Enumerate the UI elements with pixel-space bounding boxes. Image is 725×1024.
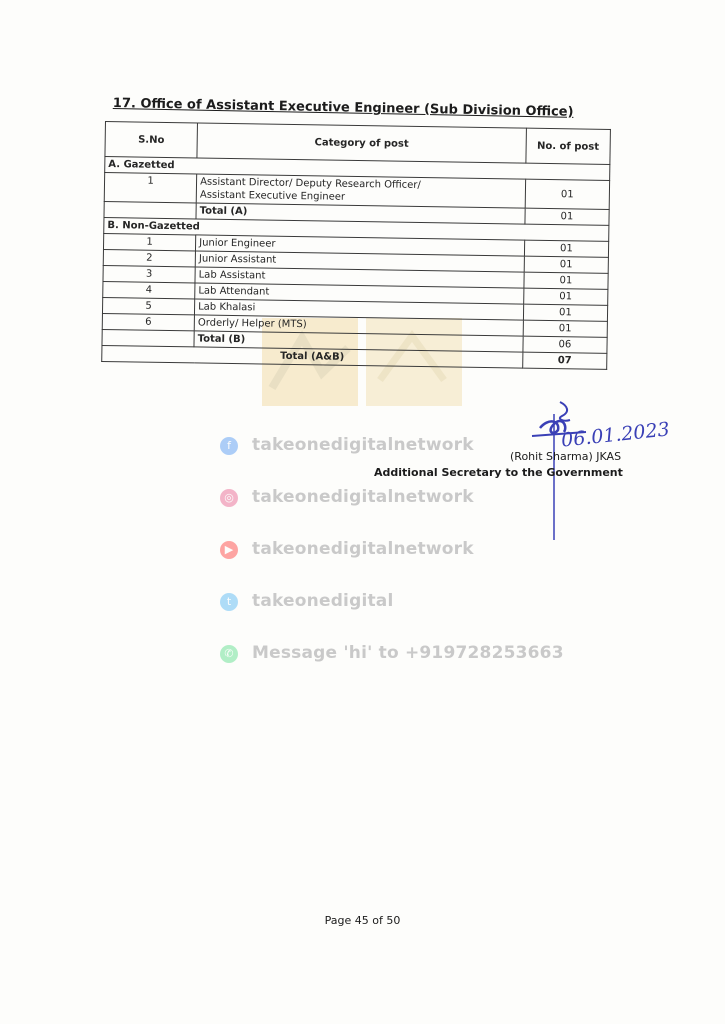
row-count: 01 (524, 272, 608, 289)
row-sno: 1 (103, 233, 195, 250)
total-ab-label: Total (A&B) (102, 345, 523, 368)
total-b-label: Total (B) (194, 331, 523, 352)
instagram-icon: ◎ (220, 489, 238, 507)
row-sno: 3 (103, 265, 195, 282)
row-category: Junior Assistant (195, 251, 524, 272)
whatsapp-icon: ✆ (220, 645, 238, 663)
facebook-icon: f (220, 437, 238, 455)
header-sno: S.No (105, 122, 198, 158)
row-count: 01 (523, 304, 607, 321)
watermark-text: Message 'hi' to +919728253663 (252, 643, 564, 663)
row-category: Lab Khalasi (195, 299, 524, 320)
total-a-empty-cell (104, 201, 196, 218)
row-count: 01 (523, 288, 607, 305)
posts-table-wrapper (101, 121, 611, 370)
signature-date: 06.01.2023 (560, 418, 671, 452)
watermark-text: takeonedigitalnetwork (252, 539, 474, 559)
row-category: Lab Attendant (195, 283, 524, 304)
watermark-text: takeonedigitalnetwork (252, 487, 474, 507)
signatory-designation: Additional Secretary to the Government (374, 466, 623, 479)
section-heading: 17. Office of Assistant Executive Engineer (Sub Division Office) (112, 96, 574, 120)
row-sno: 4 (103, 281, 195, 298)
header-category: Category of post (197, 123, 526, 163)
header-count: No. of post (526, 128, 611, 164)
row-sno: 6 (102, 313, 194, 330)
total-ab-value: 07 (522, 352, 606, 369)
total-b-empty-cell (102, 329, 194, 346)
section-label-gazetted: A. Gazetted (105, 157, 610, 181)
total-a-value: 01 (525, 208, 609, 225)
total-a-label: Total (A) (196, 203, 525, 224)
row-count: 01 (524, 240, 608, 257)
signatory-name: (Rohit Sharma) JKAS (510, 450, 622, 463)
row-category: Junior Engineer (196, 235, 525, 256)
watermark-text: takeonedigitalnetwork (252, 435, 474, 455)
row-sno: 1 (104, 173, 197, 203)
row-sno: 2 (103, 249, 195, 266)
row-category: Orderly/ Helper (MTS) (194, 315, 523, 336)
row-category: Lab Assistant (195, 267, 524, 288)
total-b-value: 06 (523, 336, 607, 353)
row-category-line2: Assistant Executive Engineer (199, 189, 346, 203)
row-sno: 5 (102, 297, 194, 314)
section-label-non-gazetted: B. Non-Gazetted (104, 217, 609, 241)
signature-block (374, 400, 674, 540)
youtube-icon: ▶ (220, 541, 238, 559)
twitter-icon: t (220, 593, 238, 611)
page-number: Page 45 of 50 (324, 914, 401, 927)
watermark-text: takeonedigital (252, 591, 394, 611)
row-count: 01 (524, 256, 608, 273)
row-category-line1: Assistant Director/ Deputy Research Officer/ (200, 176, 421, 191)
posts-table (101, 121, 611, 370)
row-count: 01 (525, 179, 610, 209)
row-count: 01 (523, 320, 607, 337)
